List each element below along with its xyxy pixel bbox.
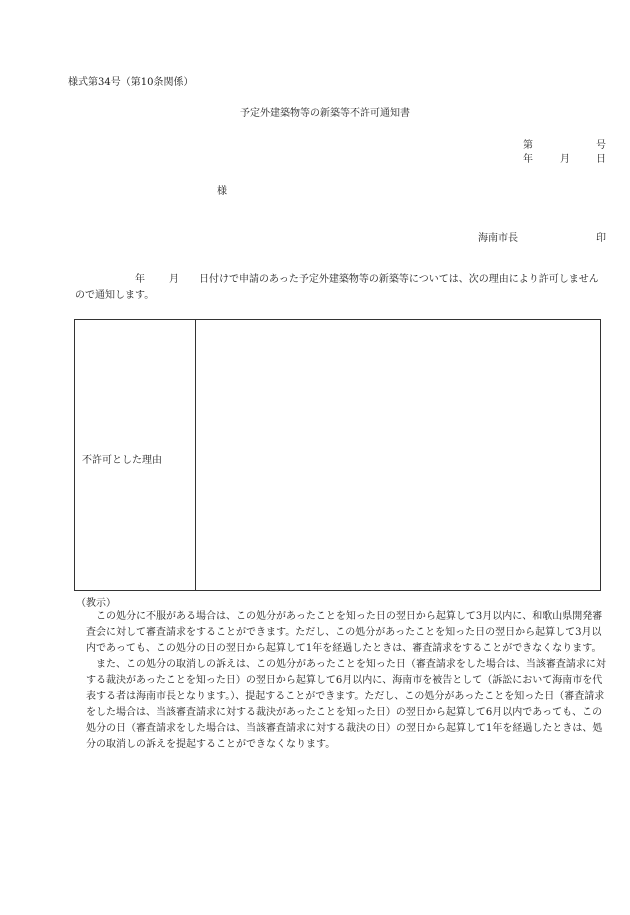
notice-paragraph-1-text: この処分に不服がある場合は、この処分があったことを知った日の翌日から起算して3月以内に、和歌山県開発審査会に対して審査請求をすることができます。ただし、この処分があったことを知った日の翌日から起算して3月以内であっても、この処分の日の翌日から起算して1年を経過したときは、審査請求をすることができなくなります。	[86, 611, 603, 654]
body-month-label: 月	[169, 274, 179, 285]
date-day-label: 日	[596, 154, 606, 165]
body-text: 日付けで申請のあった予定外建築物等の新築等については、次の理由により許可しませんので通知します。	[75, 274, 599, 301]
body-year-label: 年	[135, 274, 145, 285]
notice-paragraph-2-text: また、この処分の取消しの訴えは、この処分があったことを知った日（審査請求をした場合は、当該審査請求に対する裁決があったことを知った日）の翌日から起算して6月以内に、海南市を被告として（訴訟において海南市を代表する者は海南市長となります。）、提起することができます。ただし、この処分があったことを知った日（審査請求をした場合は、当該審査請求に対する裁決があったことを知った日）の翌日から起算して6月以内であっても、この処分の日（審査請求をした場合は、当該審査請求に対する裁決の日）の翌日から起算して1年を経過したときは、処分の取消しの訴えを提起することができなくなります。	[86, 659, 606, 750]
date-month-label: 月	[560, 154, 570, 165]
reason-label-cell	[75, 320, 196, 590]
reason-table	[74, 319, 601, 591]
notice-heading: （教示）	[76, 598, 116, 609]
issuer-name: 海南市長	[478, 233, 518, 244]
form-number: 様式第34号（第10条関係）	[68, 77, 194, 88]
reason-value-cell	[196, 320, 600, 590]
seal-mark: 印	[596, 233, 606, 244]
notice-paragraph-1	[86, 609, 608, 657]
notice-paragraph-2	[86, 657, 608, 753]
date-year-label: 年	[523, 154, 533, 165]
reason-label: 不許可とした理由	[82, 454, 162, 466]
document-title: 予定外建築物等の新築等不許可通知書	[240, 108, 410, 119]
notification-body	[75, 272, 605, 304]
document-number-suffix: 号	[596, 140, 606, 151]
document-number-prefix: 第	[523, 140, 533, 151]
addressee-honorific: 様	[217, 186, 227, 197]
